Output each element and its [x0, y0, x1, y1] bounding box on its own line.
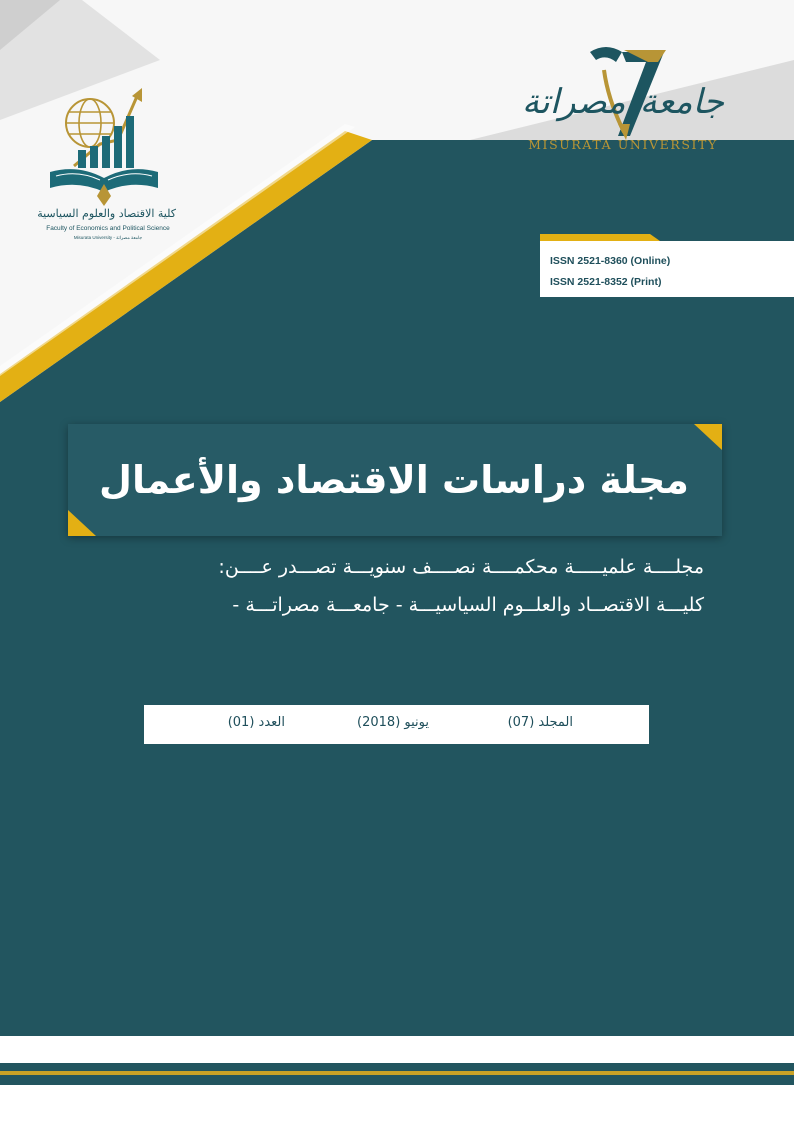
university-name-arabic-1: جامعة	[639, 82, 724, 122]
issn-box	[540, 241, 794, 297]
issn-gold-accent	[540, 234, 660, 241]
issue-number: العدد (01)	[227, 715, 285, 730]
faculty-name-english: Faculty of Economics and Political Science	[46, 225, 170, 232]
issue-volume: المجلد (07)	[507, 715, 573, 730]
faculty-logo	[38, 88, 178, 248]
gold-corner-top-right	[694, 424, 722, 450]
footer-white-band	[0, 1085, 794, 1128]
university-name-arabic-2: مصراتة	[522, 82, 626, 122]
issn-print: ISSN 2521-8352 (Print)	[550, 276, 662, 288]
issn-online: ISSN 2521-8360 (Online)	[550, 255, 671, 267]
gold-corner-bottom-left	[68, 510, 96, 536]
footer-gold-line	[0, 1071, 794, 1075]
faculty-name-arabic: كلية الاقتصاد والعلوم السياسية	[37, 207, 176, 220]
faculty-university-line: Misurata University - جامعة مصراتة	[73, 235, 143, 240]
journal-subtitle-line-1: مجلــــة علميـــــة محكمــــة نصــــف سنويـــة تصـــدر عــــن:	[218, 556, 704, 578]
journal-title: مجلة دراسات الاقتصاد والأعمال	[99, 458, 689, 502]
issue-info-box	[144, 705, 649, 744]
issue-date: يونيو (2018)	[357, 715, 429, 730]
title-panel	[68, 424, 722, 536]
journal-subtitle-line-2: كليـــة الاقتصــاد والعلــوم السياسيـــة - جامعـــة مصراتـــة -	[232, 594, 704, 616]
university-name-english: MISURATA UNIVERSITY	[528, 137, 718, 152]
footer-white-stripe	[0, 1036, 794, 1063]
